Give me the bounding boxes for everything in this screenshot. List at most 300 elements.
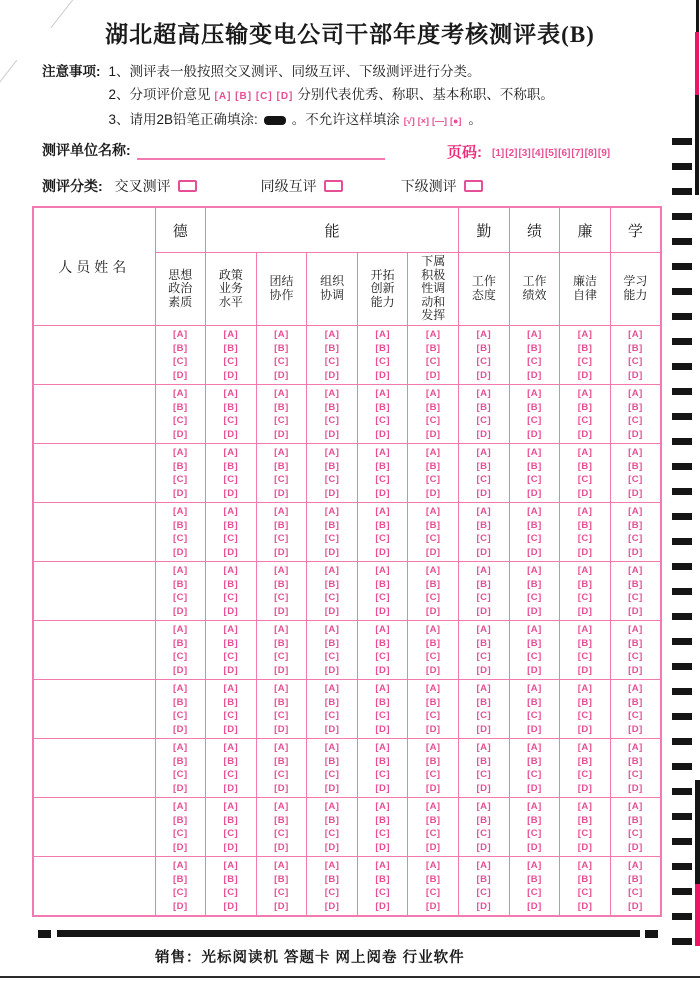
option-bubble[interactable]: [D] bbox=[223, 428, 239, 440]
option-bubble[interactable]: [A] bbox=[223, 447, 239, 458]
option-bubble[interactable]: [C] bbox=[577, 474, 593, 485]
option-bubble[interactable]: [A] bbox=[577, 624, 593, 635]
option-bubble[interactable]: [D] bbox=[425, 546, 441, 558]
option-bubble[interactable]: [A] bbox=[172, 683, 188, 694]
option-bubble[interactable]: [D] bbox=[324, 428, 340, 440]
option-bubble[interactable]: [A] bbox=[274, 565, 289, 576]
option-bubble[interactable]: [C] bbox=[172, 592, 188, 603]
option-bubble[interactable]: [C] bbox=[527, 887, 542, 898]
option-bubble[interactable]: [B] bbox=[577, 519, 593, 531]
person-name-cell[interactable] bbox=[33, 621, 155, 680]
option-bubble[interactable]: [D] bbox=[274, 487, 289, 499]
option-bubble[interactable]: [A] bbox=[274, 329, 289, 340]
option-bubble[interactable]: [B] bbox=[223, 342, 239, 354]
option-bubble[interactable]: [B] bbox=[577, 637, 593, 649]
option-bubble[interactable]: [D] bbox=[274, 369, 289, 381]
option-bubble[interactable]: [C] bbox=[476, 474, 492, 485]
option-bubble[interactable]: [D] bbox=[628, 723, 643, 735]
option-bubble[interactable]: [B] bbox=[172, 460, 188, 472]
option-bubble[interactable]: [B] bbox=[223, 401, 239, 413]
page-code-bubble[interactable]: [9] bbox=[597, 147, 611, 159]
option-bubble[interactable]: [A] bbox=[172, 860, 188, 871]
option-bubble[interactable]: [B] bbox=[223, 578, 239, 590]
option-bubble[interactable]: [D] bbox=[274, 900, 289, 912]
option-bubble[interactable]: [D] bbox=[476, 841, 492, 853]
peer-eval-checkbox[interactable] bbox=[324, 180, 343, 192]
option-bubble[interactable]: [A] bbox=[577, 742, 593, 753]
option-bubble[interactable]: [C] bbox=[425, 474, 441, 485]
option-bubble[interactable]: [B] bbox=[476, 460, 492, 472]
option-bubble[interactable]: [D] bbox=[375, 723, 391, 735]
option-bubble[interactable]: [C] bbox=[274, 769, 289, 780]
option-bubble[interactable]: [B] bbox=[375, 696, 391, 708]
option-bubble[interactable]: [D] bbox=[476, 664, 492, 676]
option-bubble[interactable]: [B] bbox=[527, 755, 542, 767]
option-bubble[interactable]: [C] bbox=[274, 887, 289, 898]
option-bubble[interactable]: [D] bbox=[324, 664, 340, 676]
option-bubble[interactable]: [A] bbox=[375, 683, 391, 694]
option-bubble[interactable]: [B] bbox=[274, 460, 289, 472]
option-bubble[interactable]: [B] bbox=[375, 578, 391, 590]
option-bubble[interactable]: [D] bbox=[628, 664, 643, 676]
option-bubble[interactable]: [A] bbox=[476, 801, 492, 812]
option-bubble[interactable]: [D] bbox=[223, 546, 239, 558]
option-bubble[interactable]: [B] bbox=[628, 696, 643, 708]
option-bubble[interactable]: [B] bbox=[628, 460, 643, 472]
option-bubble[interactable]: [D] bbox=[628, 900, 643, 912]
option-bubble[interactable]: [B] bbox=[425, 401, 441, 413]
option-bubble[interactable]: [D] bbox=[425, 369, 441, 381]
option-bubble[interactable]: [A] bbox=[425, 565, 441, 576]
option-bubble[interactable]: [C] bbox=[628, 710, 643, 721]
option-bubble[interactable]: [A] bbox=[324, 388, 340, 399]
option-bubble[interactable]: [D] bbox=[527, 900, 542, 912]
option-bubble[interactable]: [D] bbox=[223, 664, 239, 676]
option-bubble[interactable]: [C] bbox=[324, 356, 340, 367]
option-bubble[interactable]: [B] bbox=[476, 696, 492, 708]
option-bubble[interactable]: [B] bbox=[375, 401, 391, 413]
option-bubble[interactable]: [C] bbox=[172, 415, 188, 426]
option-bubble[interactable]: [B] bbox=[274, 578, 289, 590]
option-bubble[interactable]: [A] bbox=[425, 447, 441, 458]
option-bubble[interactable]: [D] bbox=[425, 841, 441, 853]
option-bubble[interactable]: [A] bbox=[223, 683, 239, 694]
option-bubble[interactable]: [B] bbox=[172, 755, 188, 767]
page-code-bubble[interactable]: [2] bbox=[505, 147, 518, 159]
option-bubble[interactable]: [B] bbox=[375, 873, 391, 885]
option-bubble[interactable]: [B] bbox=[223, 519, 239, 531]
option-bubble[interactable]: [C] bbox=[172, 769, 188, 780]
option-bubble[interactable]: [B] bbox=[324, 696, 340, 708]
option-bubble[interactable]: [A] bbox=[527, 624, 542, 635]
option-bubble[interactable]: [D] bbox=[274, 605, 289, 617]
option-bubble[interactable]: [C] bbox=[223, 651, 239, 662]
option-bubble[interactable]: [C] bbox=[375, 533, 391, 544]
option-bubble[interactable]: [D] bbox=[172, 664, 188, 676]
option-bubble[interactable]: [D] bbox=[274, 428, 289, 440]
option-bubble[interactable]: [D] bbox=[324, 546, 340, 558]
option-bubble[interactable]: [C] bbox=[375, 474, 391, 485]
option-bubble[interactable]: [A] bbox=[375, 624, 391, 635]
person-name-cell[interactable] bbox=[33, 503, 155, 562]
option-bubble[interactable]: [C] bbox=[476, 415, 492, 426]
option-bubble[interactable]: [D] bbox=[324, 369, 340, 381]
option-bubble[interactable]: [B] bbox=[425, 755, 441, 767]
option-bubble[interactable]: [C] bbox=[223, 533, 239, 544]
option-bubble[interactable]: [B] bbox=[527, 578, 542, 590]
option-bubble[interactable]: [B] bbox=[628, 755, 643, 767]
option-bubble[interactable]: [C] bbox=[324, 710, 340, 721]
option-bubble[interactable]: [D] bbox=[628, 782, 643, 794]
option-bubble[interactable]: [B] bbox=[172, 873, 188, 885]
option-bubble[interactable]: [A] bbox=[628, 683, 643, 694]
option-bubble[interactable]: [C] bbox=[628, 474, 643, 485]
option-bubble[interactable]: [A] bbox=[476, 388, 492, 399]
option-bubble[interactable]: [C] bbox=[274, 533, 289, 544]
option-bubble[interactable]: [A] bbox=[577, 860, 593, 871]
option-bubble[interactable]: [B] bbox=[172, 814, 188, 826]
option-bubble[interactable]: [D] bbox=[476, 900, 492, 912]
option-bubble[interactable]: [B] bbox=[375, 755, 391, 767]
page-code-bubble[interactable]: [1] bbox=[492, 147, 505, 159]
option-bubble[interactable]: [D] bbox=[425, 487, 441, 499]
option-bubble[interactable]: [D] bbox=[324, 841, 340, 853]
option-bubble[interactable]: [A] bbox=[324, 683, 340, 694]
option-bubble[interactable]: [D] bbox=[527, 487, 542, 499]
option-bubble[interactable]: [C] bbox=[527, 769, 542, 780]
option-bubble[interactable]: [C] bbox=[324, 474, 340, 485]
option-bubble[interactable]: [B] bbox=[628, 342, 643, 354]
option-bubble[interactable]: [C] bbox=[172, 710, 188, 721]
option-bubble[interactable]: [D] bbox=[425, 664, 441, 676]
option-bubble[interactable]: [C] bbox=[527, 415, 542, 426]
option-bubble[interactable]: [B] bbox=[274, 637, 289, 649]
option-bubble[interactable]: [B] bbox=[223, 696, 239, 708]
option-bubble[interactable]: [D] bbox=[577, 664, 593, 676]
option-bubble[interactable]: [B] bbox=[577, 578, 593, 590]
option-bubble[interactable]: [A] bbox=[628, 860, 643, 871]
option-bubble[interactable]: [A] bbox=[628, 742, 643, 753]
option-bubble[interactable]: [C] bbox=[425, 592, 441, 603]
option-bubble[interactable]: [C] bbox=[476, 356, 492, 367]
option-bubble[interactable]: [A] bbox=[274, 624, 289, 635]
option-bubble[interactable]: [C] bbox=[324, 533, 340, 544]
option-bubble[interactable]: [C] bbox=[527, 592, 542, 603]
option-bubble[interactable]: [B] bbox=[223, 637, 239, 649]
option-bubble[interactable]: [D] bbox=[375, 428, 391, 440]
option-bubble[interactable]: [B] bbox=[425, 519, 441, 531]
option-bubble[interactable]: [B] bbox=[324, 637, 340, 649]
option-bubble[interactable]: [B] bbox=[172, 342, 188, 354]
option-bubble[interactable]: [D] bbox=[375, 782, 391, 794]
option-bubble[interactable]: [B] bbox=[274, 814, 289, 826]
option-bubble[interactable]: [B] bbox=[324, 519, 340, 531]
option-bubble[interactable]: [D] bbox=[172, 841, 188, 853]
option-bubble[interactable]: [C] bbox=[476, 828, 492, 839]
cross-eval-checkbox[interactable] bbox=[178, 180, 197, 192]
option-bubble[interactable]: [D] bbox=[425, 900, 441, 912]
option-bubble[interactable]: [B] bbox=[628, 637, 643, 649]
person-name-cell[interactable] bbox=[33, 326, 155, 385]
option-bubble[interactable]: [D] bbox=[628, 605, 643, 617]
option-bubble[interactable]: [C] bbox=[476, 533, 492, 544]
option-bubble[interactable]: [C] bbox=[223, 592, 239, 603]
person-name-cell[interactable] bbox=[33, 444, 155, 503]
option-bubble[interactable]: [B] bbox=[375, 460, 391, 472]
option-bubble[interactable]: [A] bbox=[476, 624, 492, 635]
option-bubble[interactable]: [B] bbox=[628, 578, 643, 590]
option-bubble[interactable]: [C] bbox=[425, 828, 441, 839]
option-bubble[interactable]: [A] bbox=[527, 742, 542, 753]
option-bubble[interactable]: [B] bbox=[324, 401, 340, 413]
option-bubble[interactable]: [B] bbox=[324, 873, 340, 885]
option-bubble[interactable]: [D] bbox=[172, 546, 188, 558]
option-bubble[interactable]: [B] bbox=[476, 401, 492, 413]
person-name-cell[interactable] bbox=[33, 385, 155, 444]
option-bubble[interactable]: [C] bbox=[274, 651, 289, 662]
option-bubble[interactable]: [D] bbox=[425, 428, 441, 440]
option-bubble[interactable]: [A] bbox=[324, 506, 340, 517]
option-bubble[interactable]: [D] bbox=[577, 900, 593, 912]
person-name-cell[interactable] bbox=[33, 562, 155, 621]
option-bubble[interactable]: [D] bbox=[628, 428, 643, 440]
option-bubble[interactable]: [A] bbox=[324, 742, 340, 753]
option-bubble[interactable]: [A] bbox=[324, 447, 340, 458]
option-bubble[interactable]: [D] bbox=[425, 605, 441, 617]
option-bubble[interactable]: [C] bbox=[324, 415, 340, 426]
option-bubble[interactable]: [A] bbox=[425, 506, 441, 517]
option-bubble[interactable]: [D] bbox=[527, 428, 542, 440]
option-bubble[interactable]: [A] bbox=[324, 565, 340, 576]
option-bubble[interactable]: [C] bbox=[476, 651, 492, 662]
option-bubble[interactable]: [B] bbox=[425, 696, 441, 708]
option-bubble[interactable]: [C] bbox=[577, 415, 593, 426]
option-bubble[interactable]: [A] bbox=[274, 388, 289, 399]
option-bubble[interactable]: [C] bbox=[172, 887, 188, 898]
option-bubble[interactable]: [B] bbox=[628, 519, 643, 531]
option-bubble[interactable]: [D] bbox=[324, 487, 340, 499]
option-bubble[interactable]: [D] bbox=[628, 841, 643, 853]
option-bubble[interactable]: [C] bbox=[628, 887, 643, 898]
option-bubble[interactable]: [D] bbox=[375, 900, 391, 912]
option-bubble[interactable]: [B] bbox=[577, 814, 593, 826]
option-bubble[interactable]: [D] bbox=[476, 605, 492, 617]
option-bubble[interactable]: [D] bbox=[577, 369, 593, 381]
option-bubble[interactable]: [A] bbox=[577, 329, 593, 340]
option-bubble[interactable]: [D] bbox=[628, 546, 643, 558]
option-bubble[interactable]: [D] bbox=[324, 782, 340, 794]
option-bubble[interactable]: [A] bbox=[274, 860, 289, 871]
option-bubble[interactable]: [D] bbox=[274, 546, 289, 558]
option-bubble[interactable]: [A] bbox=[172, 742, 188, 753]
option-bubble[interactable]: [B] bbox=[274, 755, 289, 767]
option-bubble[interactable]: [D] bbox=[527, 605, 542, 617]
option-bubble[interactable]: [D] bbox=[172, 782, 188, 794]
option-bubble[interactable]: [C] bbox=[375, 356, 391, 367]
option-bubble[interactable]: [B] bbox=[425, 637, 441, 649]
option-bubble[interactable]: [A] bbox=[375, 801, 391, 812]
option-bubble[interactable]: [A] bbox=[324, 624, 340, 635]
page-code-bubble[interactable]: [6] bbox=[558, 147, 571, 159]
option-bubble[interactable]: [A] bbox=[324, 801, 340, 812]
option-bubble[interactable]: [D] bbox=[223, 782, 239, 794]
option-bubble[interactable]: [B] bbox=[628, 401, 643, 413]
option-bubble[interactable]: [A] bbox=[172, 329, 188, 340]
option-bubble[interactable]: [D] bbox=[274, 841, 289, 853]
option-bubble[interactable]: [C] bbox=[375, 828, 391, 839]
option-bubble[interactable]: [B] bbox=[172, 401, 188, 413]
option-bubble[interactable]: [D] bbox=[274, 723, 289, 735]
option-bubble[interactable]: [A] bbox=[375, 447, 391, 458]
option-bubble[interactable]: [C] bbox=[324, 828, 340, 839]
option-bubble[interactable]: [C] bbox=[172, 828, 188, 839]
option-bubble[interactable]: [C] bbox=[527, 651, 542, 662]
option-bubble[interactable]: [C] bbox=[274, 592, 289, 603]
option-bubble[interactable]: [C] bbox=[527, 828, 542, 839]
option-bubble[interactable]: [D] bbox=[425, 723, 441, 735]
option-bubble[interactable]: [C] bbox=[527, 710, 542, 721]
option-bubble[interactable]: [C] bbox=[527, 533, 542, 544]
option-bubble[interactable]: [A] bbox=[628, 624, 643, 635]
person-name-cell[interactable] bbox=[33, 680, 155, 739]
option-bubble[interactable]: [D] bbox=[476, 487, 492, 499]
option-bubble[interactable]: [A] bbox=[425, 742, 441, 753]
option-bubble[interactable]: [C] bbox=[223, 415, 239, 426]
page-code-bubble[interactable]: [8] bbox=[584, 147, 597, 159]
option-bubble[interactable]: [A] bbox=[223, 801, 239, 812]
option-bubble[interactable]: [C] bbox=[628, 828, 643, 839]
subordinate-eval-checkbox[interactable] bbox=[464, 180, 483, 192]
option-bubble[interactable]: [A] bbox=[527, 683, 542, 694]
option-bubble[interactable]: [C] bbox=[324, 651, 340, 662]
option-bubble[interactable]: [C] bbox=[577, 592, 593, 603]
option-bubble[interactable]: [C] bbox=[223, 769, 239, 780]
option-bubble[interactable]: [A] bbox=[274, 801, 289, 812]
option-bubble[interactable]: [D] bbox=[527, 369, 542, 381]
option-bubble[interactable]: [A] bbox=[425, 329, 441, 340]
option-bubble[interactable]: [B] bbox=[527, 696, 542, 708]
option-bubble[interactable]: [C] bbox=[324, 769, 340, 780]
option-bubble[interactable]: [C] bbox=[375, 710, 391, 721]
option-bubble[interactable]: [C] bbox=[324, 887, 340, 898]
option-bubble[interactable]: [A] bbox=[527, 447, 542, 458]
option-bubble[interactable]: [D] bbox=[425, 782, 441, 794]
option-bubble[interactable]: [A] bbox=[172, 447, 188, 458]
option-bubble[interactable]: [D] bbox=[324, 605, 340, 617]
option-bubble[interactable]: [C] bbox=[476, 887, 492, 898]
option-bubble[interactable]: [D] bbox=[628, 487, 643, 499]
option-bubble[interactable]: [A] bbox=[628, 506, 643, 517]
option-bubble[interactable]: [A] bbox=[476, 742, 492, 753]
option-bubble[interactable]: [D] bbox=[476, 723, 492, 735]
option-bubble[interactable]: [A] bbox=[274, 683, 289, 694]
option-bubble[interactable]: [C] bbox=[375, 415, 391, 426]
option-bubble[interactable]: [D] bbox=[577, 487, 593, 499]
option-bubble[interactable]: [D] bbox=[172, 487, 188, 499]
option-bubble[interactable]: [B] bbox=[375, 637, 391, 649]
option-bubble[interactable]: [C] bbox=[375, 592, 391, 603]
option-bubble[interactable]: [C] bbox=[223, 828, 239, 839]
option-bubble[interactable]: [D] bbox=[223, 605, 239, 617]
option-bubble[interactable]: [D] bbox=[172, 900, 188, 912]
option-bubble[interactable]: [C] bbox=[425, 887, 441, 898]
option-bubble[interactable]: [A] bbox=[476, 565, 492, 576]
option-bubble[interactable]: [D] bbox=[375, 546, 391, 558]
option-bubble[interactable]: [C] bbox=[628, 356, 643, 367]
option-bubble[interactable]: [D] bbox=[324, 900, 340, 912]
option-bubble[interactable]: [A] bbox=[577, 683, 593, 694]
option-bubble[interactable]: [B] bbox=[274, 401, 289, 413]
option-bubble[interactable]: [A] bbox=[425, 624, 441, 635]
option-bubble[interactable]: [B] bbox=[527, 637, 542, 649]
option-bubble[interactable]: [C] bbox=[375, 887, 391, 898]
option-bubble[interactable]: [A] bbox=[527, 801, 542, 812]
option-bubble[interactable]: [A] bbox=[223, 860, 239, 871]
option-bubble[interactable]: [C] bbox=[172, 474, 188, 485]
option-bubble[interactable]: [B] bbox=[375, 342, 391, 354]
option-bubble[interactable]: [B] bbox=[274, 519, 289, 531]
option-bubble[interactable]: [B] bbox=[223, 873, 239, 885]
option-bubble[interactable]: [D] bbox=[577, 428, 593, 440]
option-bubble[interactable]: [A] bbox=[274, 506, 289, 517]
option-bubble[interactable]: [C] bbox=[223, 356, 239, 367]
page-code-bubble[interactable]: [3] bbox=[518, 147, 531, 159]
option-bubble[interactable]: [A] bbox=[577, 447, 593, 458]
option-bubble[interactable]: [C] bbox=[274, 415, 289, 426]
option-bubble[interactable]: [A] bbox=[628, 329, 643, 340]
option-bubble[interactable]: [A] bbox=[172, 565, 188, 576]
option-bubble[interactable]: [B] bbox=[527, 814, 542, 826]
option-bubble[interactable]: [B] bbox=[274, 873, 289, 885]
option-bubble[interactable]: [B] bbox=[527, 460, 542, 472]
option-bubble[interactable]: [B] bbox=[172, 637, 188, 649]
page-code-bubble[interactable]: [5] bbox=[544, 147, 558, 159]
option-bubble[interactable]: [D] bbox=[324, 723, 340, 735]
page-code-bubble[interactable]: [4] bbox=[531, 147, 544, 159]
option-bubble[interactable]: [A] bbox=[577, 506, 593, 517]
option-bubble[interactable]: [C] bbox=[628, 769, 643, 780]
option-bubble[interactable]: [B] bbox=[324, 755, 340, 767]
option-bubble[interactable]: [D] bbox=[172, 723, 188, 735]
option-bubble[interactable]: [B] bbox=[223, 460, 239, 472]
option-bubble[interactable]: [B] bbox=[324, 814, 340, 826]
option-bubble[interactable]: [D] bbox=[223, 841, 239, 853]
option-bubble[interactable]: [D] bbox=[527, 782, 542, 794]
option-bubble[interactable]: [B] bbox=[172, 519, 188, 531]
option-bubble[interactable]: [D] bbox=[223, 369, 239, 381]
option-bubble[interactable]: [C] bbox=[274, 828, 289, 839]
option-bubble[interactable]: [B] bbox=[425, 814, 441, 826]
option-bubble[interactable]: [C] bbox=[476, 769, 492, 780]
option-bubble[interactable]: [B] bbox=[476, 342, 492, 354]
option-bubble[interactable]: [D] bbox=[577, 782, 593, 794]
option-bubble[interactable]: [C] bbox=[527, 474, 542, 485]
option-bubble[interactable]: [B] bbox=[527, 401, 542, 413]
option-bubble[interactable]: [B] bbox=[476, 873, 492, 885]
option-bubble[interactable]: [C] bbox=[577, 651, 593, 662]
option-bubble[interactable]: [C] bbox=[476, 592, 492, 603]
option-bubble[interactable]: [A] bbox=[324, 329, 340, 340]
option-bubble[interactable]: [D] bbox=[527, 841, 542, 853]
option-bubble[interactable]: [A] bbox=[375, 329, 391, 340]
option-bubble[interactable]: [A] bbox=[476, 329, 492, 340]
option-bubble[interactable]: [C] bbox=[628, 415, 643, 426]
option-bubble[interactable]: [A] bbox=[375, 388, 391, 399]
option-bubble[interactable]: [B] bbox=[324, 578, 340, 590]
option-bubble[interactable]: [A] bbox=[577, 801, 593, 812]
option-bubble[interactable]: [B] bbox=[223, 755, 239, 767]
option-bubble[interactable]: [B] bbox=[628, 873, 643, 885]
